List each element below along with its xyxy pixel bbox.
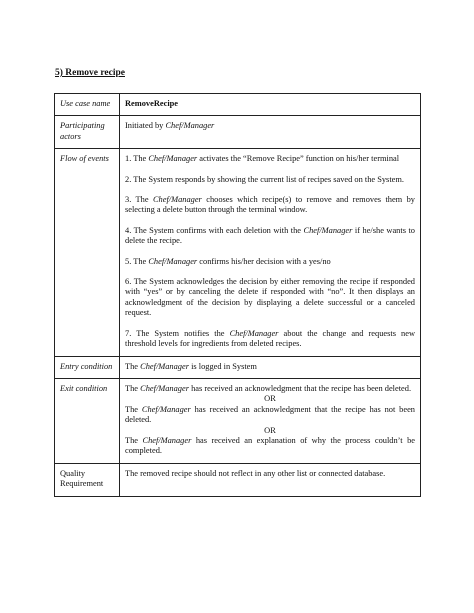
exit-text: The <box>125 383 141 393</box>
label-exit-condition: Exit condition <box>55 378 120 463</box>
flow-step-1 <box>125 154 415 164</box>
actor-name: Chef/Manager <box>152 195 202 205</box>
actor-name: Chef/Manager <box>140 361 189 371</box>
label-use-case-name: Use case name <box>55 94 120 116</box>
value-entry-condition <box>120 356 421 378</box>
exit-text: has received an acknowledgment that the recipe has not been deleted. <box>125 404 415 425</box>
step-text: 1. The <box>125 154 149 164</box>
or-separator: OR <box>264 425 276 435</box>
actor-name: Chef/Manager <box>142 435 192 445</box>
flow-step-7 <box>125 329 415 350</box>
step-text: activates the “Remove Recipe” function on his/her terminal <box>197 154 400 164</box>
value-flow-of-events <box>120 149 421 356</box>
exit-condition-2 <box>125 405 415 426</box>
use-case-table <box>54 93 421 497</box>
label-entry-condition: Entry condition <box>55 356 120 378</box>
exit-condition-1 <box>125 384 415 394</box>
value-exit-condition <box>120 378 421 463</box>
step-text: 7. The System notifies the <box>125 328 230 338</box>
flow-step-3 <box>125 195 415 216</box>
flow-step-5 <box>125 257 415 267</box>
label-participating-actors: Participating actors <box>55 116 120 149</box>
step-text: 3. The <box>125 195 153 205</box>
label-quality-requirement: Quality Requirement <box>55 463 120 496</box>
row-exit-condition <box>55 378 421 463</box>
actor-name: Chef/Manager <box>303 225 353 235</box>
actor-name: Chef/Manager <box>148 154 198 164</box>
entry-text: The <box>125 361 141 371</box>
exit-text: has received an explanation of why the process couldn’t be completed. <box>125 435 415 456</box>
actors-prefix: Initiated by <box>125 121 166 131</box>
actor-name: Chef/Manager <box>148 256 198 266</box>
actor-name: Chef/Manager <box>229 328 279 338</box>
value-quality-requirement: The removed recipe should not reflect in any other list or connected database. <box>120 463 421 496</box>
step-text: if he/she wants to delete the recipe. <box>125 225 415 246</box>
row-use-case-name <box>55 94 421 116</box>
actor-name: Chef/Manager <box>140 383 189 393</box>
actor-name: Chef/Manager <box>141 404 191 414</box>
label-flow-of-events: Flow of events <box>55 149 120 356</box>
row-entry-condition <box>55 356 421 378</box>
step-text: 5. The <box>125 256 149 266</box>
row-flow-of-events <box>55 149 421 356</box>
flow-step-6: 6. The System acknowledges the decision by either removing the recipe if responded with “yes” or by canceling the delete if responded with “no”. It then displays an acknowledgment of the decision by displaying a delete successful or a canceled request. <box>125 277 415 318</box>
row-quality-requirement <box>55 463 421 496</box>
exit-condition-3 <box>125 436 415 457</box>
or-separator: OR <box>264 394 276 404</box>
section-heading: 5) Remove recipe <box>55 68 125 78</box>
exit-text: The <box>125 404 142 414</box>
row-participating-actors <box>55 116 421 149</box>
exit-text: The <box>125 435 143 445</box>
value-participating-actors <box>120 116 421 149</box>
exit-text: has received an acknowledgment that the recipe has been deleted. <box>188 383 412 393</box>
value-use-case-name: RemoveRecipe <box>120 94 421 116</box>
step-text: about the change and requests new threshold levels for ingredients from deleted recipes. <box>125 328 415 349</box>
actor-name: Chef/Manager <box>165 121 215 131</box>
step-text: confirms his/her decision with a yes/no <box>197 256 331 266</box>
step-text: 4. The System confirms with each deletion with the <box>125 225 304 235</box>
entry-text: is logged in System <box>188 361 257 371</box>
flow-step-2: 2. The System responds by showing the current list of recipes saved on the System. <box>125 174 404 184</box>
step-text: chooses which recipe(s) to remove and removes them by selecting a delete button through the terminal window. <box>125 195 415 215</box>
flow-step-4 <box>125 226 415 247</box>
